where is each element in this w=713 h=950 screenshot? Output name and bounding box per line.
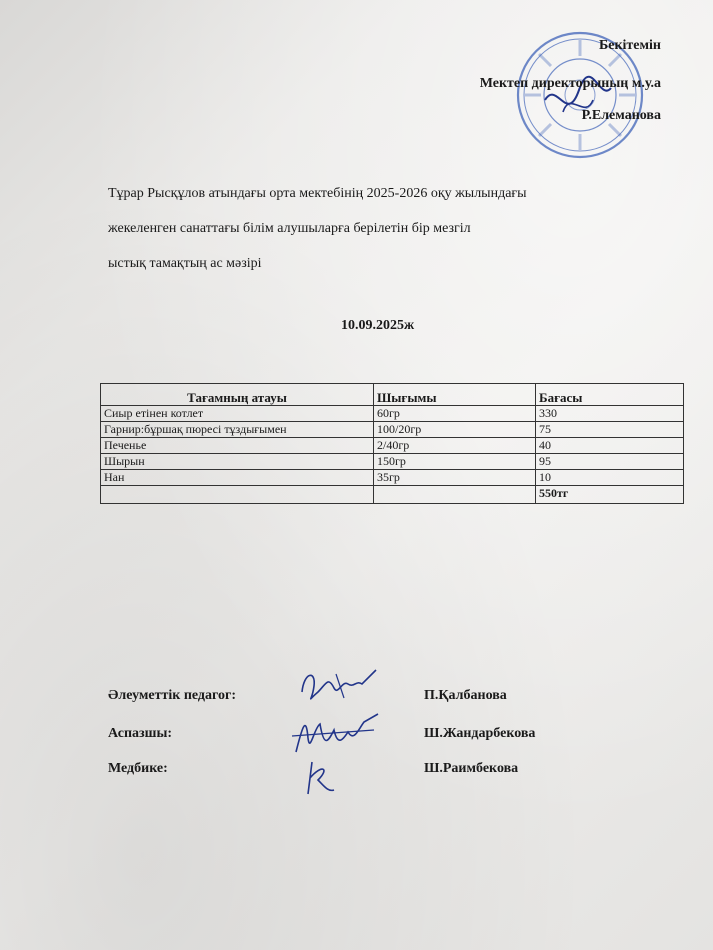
document-title-line-3: ыстық тамақтың ас мәзірі <box>108 256 262 271</box>
table-row <box>101 470 684 486</box>
dish-yield: 2/40гр <box>374 438 536 454</box>
signatory-role: Аспазшы: <box>108 726 173 741</box>
signatory-role: Әлеуметтік педагог: <box>108 688 237 703</box>
table-row <box>101 406 684 422</box>
dish-price: 95 <box>536 454 684 470</box>
approval-position: Мектеп директорының м.у.а <box>479 76 661 91</box>
menu-table <box>100 383 684 504</box>
document-title-line-2: жекеленген санаттағы білім алушыларға берілетін бір мезгіл <box>108 221 471 236</box>
column-header-price: Бағасы <box>536 384 684 406</box>
signature-nurse <box>300 758 340 798</box>
column-header-name: Тағамның атауы <box>101 384 374 406</box>
dish-price: 10 <box>536 470 684 486</box>
table-row <box>101 422 684 438</box>
dish-price: 40 <box>536 438 684 454</box>
table-total-row <box>101 486 684 504</box>
signatory-name: Ш.Жандарбекова <box>424 726 536 741</box>
column-header-yield: Шығымы <box>374 384 536 406</box>
dish-yield: 60гр <box>374 406 536 422</box>
dish-price: 330 <box>536 406 684 422</box>
dish-name: Сиыр етінен котлет <box>101 406 374 422</box>
signatory-role: Медбике: <box>108 761 168 776</box>
dish-name: Шырын <box>101 454 374 470</box>
dish-price: 75 <box>536 422 684 438</box>
table-row <box>101 438 684 454</box>
signatory-name: Ш.Раимбекова <box>424 761 519 776</box>
document-title-line-1: Тұрар Рысқұлов атындағы орта мектебінің 2025-2026 оқу жылындағы <box>108 186 527 201</box>
dish-name: Гарнир:бұршақ пюресі тұздығымен <box>101 422 374 438</box>
total-empty-cell <box>374 486 536 504</box>
dish-yield: 150гр <box>374 454 536 470</box>
signature-cook <box>288 708 384 764</box>
signatory-name: П.Қалбанова <box>424 688 507 703</box>
total-price: 550тг <box>536 486 684 504</box>
signature-social-pedagogue <box>296 662 386 708</box>
dish-name: Печенье <box>101 438 374 454</box>
table-header-row <box>101 384 684 406</box>
table-row <box>101 454 684 470</box>
total-empty-cell <box>101 486 374 504</box>
dish-yield: 35гр <box>374 470 536 486</box>
approval-label: Бекітемін <box>598 38 661 53</box>
menu-date: 10.09.2025ж <box>341 318 415 333</box>
dish-yield: 100/20гр <box>374 422 536 438</box>
dish-name: Нан <box>101 470 374 486</box>
approval-name: Р.Елеманова <box>581 108 661 123</box>
